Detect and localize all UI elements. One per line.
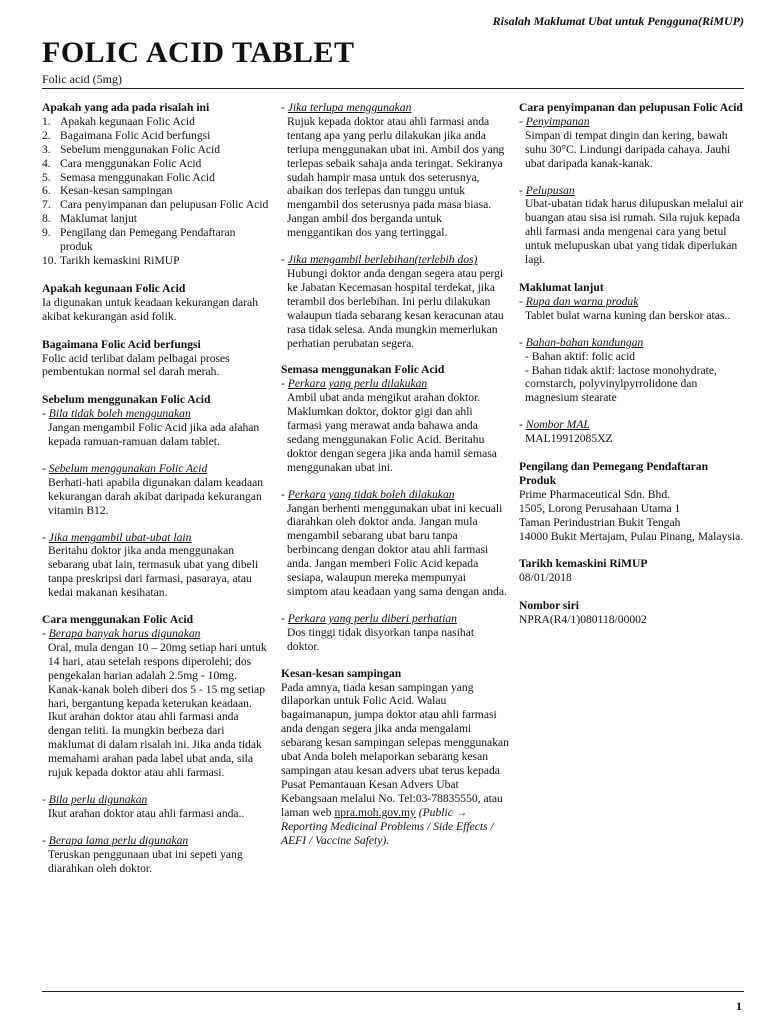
column-1 bbox=[42, 101, 270, 890]
toc-item: 10. Tarikh kemaskini RiMUP bbox=[42, 253, 180, 267]
section-heading: Nombor siri bbox=[519, 599, 580, 613]
how-to-use-section bbox=[42, 613, 270, 875]
function-section bbox=[42, 338, 270, 380]
subsection-text: Ambil ubat anda mengikut arahan doktor. Maklumkan doktor, doktor gigi dan ahli farmasi yang merawat anda bahawa anda sedang menggunakan Folic Acid. Beritahu doktor dengan segera jika anda hamil semasa menggunakan ubat ini. bbox=[287, 391, 497, 474]
section-heading: Kesan-kesan sampingan bbox=[281, 666, 402, 680]
update-date-section bbox=[519, 557, 747, 585]
subsection bbox=[281, 253, 509, 350]
toc-item: 8. Maklumat lanjut bbox=[42, 212, 137, 226]
section-text: Ia digunakan untuk keadaan kekurangan darah akibat kekurangan asid folik. bbox=[42, 295, 259, 323]
subsection-text: Jangan mengambil Folic Acid jika ada alahan kepada ramuan-ramuan dalam tablet. bbox=[48, 421, 260, 449]
page-number: 1 bbox=[736, 999, 742, 1013]
section-heading: Bagaimana Folic Acid berfungsi bbox=[42, 337, 201, 351]
before-use-section bbox=[42, 393, 270, 600]
subsection-text: Ikut arahan doktor atau ahli farmasi anda.. bbox=[48, 806, 245, 820]
subsection-heading: - Jika terlupa menggunakan bbox=[281, 101, 412, 114]
subsection-text: Oral, mula dengan 10 – 20mg setiap hari untuk 14 hari, atau setelah respons diperolehi; dos pengekalan harian adalah 2.5mg - 10mg. Kanak-kanak boleh diberi dos 5 - 15 mg setiap hari, bergantung kepada keterukan keadaan. Ikut arahan doktor atau ahli farmasi anda dengan teliti. Ia mungkin berbeza dari maklumat di dalam risalah ini. Jika anda tidak memahami arahan pada label ubat anda, sila rujuk kepada doktor atau ahli farmasi. bbox=[48, 640, 267, 780]
toc-item: 3. Sebelum menggunakan Folic Acid bbox=[42, 142, 221, 156]
npra-website-link[interactable]: npra.moh.gov.my bbox=[334, 805, 416, 819]
subsection-text: MAL19912085XZ bbox=[525, 432, 613, 446]
subsection-text: Dos tinggi tidak disyorkan tanpa nasihat doktor. bbox=[287, 625, 475, 653]
section-heading: Pengilang dan Pemegang Pendaftaran Produk bbox=[519, 460, 709, 487]
subsection-heading: - Jika mengambil ubat-ubat lain bbox=[42, 530, 192, 544]
subsection-text: Teruskan penggunaan ubat ini sepeti yang diarahkan oleh doktor. bbox=[48, 847, 243, 875]
subsection-heading: - Perkara yang perlu dilakukan bbox=[281, 377, 428, 391]
toc-section bbox=[42, 101, 270, 268]
subsection-text: - Bahan aktif: folic acid - Bahan tidak aktif: lactose monohydrate, cornstarch, polyvinylpyrrolidone dan magnesium stearate bbox=[525, 349, 717, 405]
subsection-heading: - Bila perlu digunakan bbox=[42, 792, 148, 806]
subsection bbox=[519, 295, 747, 323]
column-2 bbox=[281, 101, 509, 861]
section-heading: Cara menggunakan Folic Acid bbox=[42, 613, 194, 627]
section-text: Pada amnya, tiada kesan sampingan yang dilaporkan untuk Folic Acid. Walau bagaimanapun, jumpa doktor atau ahli farmasi anda dengan segera jika anda mengalami sebarang kesan sampingan selepas menggunakan ubat Anda boleh melaporkan sebarang kesan sampingan atau kesan advers ubat terus kepada Pusat Pemantauan Kesan Advers Ubat Kebangsaan melalui No. Tel:03-78835550, atau laman web npra.moh.gov.my (Public → Reporting Medicinal Problems / Side Effects / AEFI / Vaccine Safety). bbox=[281, 680, 509, 847]
subsection-heading: - Jika mengambil berlebihan(terlebih dos) bbox=[281, 253, 478, 267]
subsection-heading: - Perkara yang tidak boleh dilakukan bbox=[281, 487, 455, 501]
subsection bbox=[281, 377, 509, 474]
toc-item: 1. Apakah kegunaan Folic Acid bbox=[42, 114, 195, 128]
subsection-heading: - Rupa dan warna produk bbox=[519, 294, 639, 308]
storage-section bbox=[519, 101, 747, 267]
toc-list bbox=[42, 115, 270, 268]
page-title: FOLIC ACID TABLET bbox=[42, 36, 355, 69]
subsection-text: Simpan di tempat dingin dan kering, bawah suhu 30°C. Lindungi daripada cahaya. Jauhi ubat daripada kanak-kanak. bbox=[525, 128, 731, 170]
manufacturer-section bbox=[519, 460, 747, 543]
toc-title: Apakah yang ada pada risalah ini bbox=[42, 101, 210, 114]
section-heading: Cara penyimpanan dan pelupusan Folic Acid bbox=[519, 101, 743, 114]
toc-item: 6. Kesan-kesan sampingan bbox=[42, 184, 173, 198]
subsection-heading: - Berapa lama perlu digunakan bbox=[42, 833, 189, 847]
subsection-heading: - Berapa banyak harus digunakan bbox=[42, 627, 201, 640]
subsection-heading: - Pelupusan bbox=[519, 183, 575, 197]
subsection-text: Rujuk kepada doktor atau ahli farmasi anda tentang apa yang perlu dilakukan jika anda terlupa menggunakan ubat ini. Ambil dos yang terlepas sebaik sahaja anda teringat. Sekiranya sudah hampir masa untuk dos seterusnya, abaikan dos terlepas dan tunggu untuk mengambil dos seterusnya pada masa biasa. Jangan ambil dos berganda untuk menggantikan dos yang tertinggal. bbox=[287, 114, 505, 240]
page-subtitle: Folic acid (5mg) bbox=[42, 72, 122, 86]
subsection bbox=[281, 612, 509, 654]
subsection bbox=[281, 488, 509, 599]
subsection bbox=[42, 793, 270, 821]
subsection bbox=[281, 101, 509, 240]
update-date: 08/01/2018 bbox=[519, 571, 572, 585]
subsection bbox=[42, 834, 270, 876]
section-heading: Maklumat lanjut bbox=[519, 280, 604, 294]
subsection-text: Jangan berhenti menggunakan ubat ini kecuali diarahkan oleh doktor anda. Jangan mula mengambil sebarang ubat baru tanpa berbincang dengan doktor atau ahli farmasi anda. Jangan memberi Folic Acid kepada sesiapa, walaupun mereka mempunyai simptom atau keadaan yang sama dengan anda. bbox=[287, 501, 507, 598]
section-text: Folic acid terlibat dalam pelbagai proses pembentukan normal sel darah merah. bbox=[42, 351, 230, 379]
section-heading: Semasa menggunakan Folic Acid bbox=[281, 363, 445, 377]
subsection-text: Beritahu doktor jika anda menggunakan sebarang ubat lain, termasuk ubat yang dibeli tanpa preskripsi dari farmasi, pasaraya, atau kedai makanan kesihatan. bbox=[48, 544, 259, 600]
section-heading: Sebelum menggunakan Folic Acid bbox=[42, 393, 211, 407]
toc-item: 7. Cara penyimpanan dan pelupusan Folic Acid bbox=[42, 198, 269, 212]
section-heading: Apakah kegunaan Folic Acid bbox=[42, 281, 186, 295]
side-effects-section bbox=[281, 667, 509, 848]
subsection-text: Ubat-ubatan tidak harus dilupuskan melalui air buangan atau sisa isi rumah. Sila rujuk kepada ahli farmasi anda mengenai cara yang betul untuk melupuskan ubat yang tidak diperlukan lagi. bbox=[525, 197, 743, 267]
toc-item: 5. Semasa menggunakan Folic Acid bbox=[42, 170, 215, 184]
uses-section bbox=[42, 282, 270, 324]
subsection-text: Tablet bulat warna kuning dan berskor atas.. bbox=[525, 308, 731, 322]
subsection bbox=[519, 418, 747, 446]
subsection bbox=[42, 407, 270, 449]
subsection bbox=[42, 462, 270, 518]
subsection-heading: - Penyimpanan bbox=[519, 114, 590, 128]
during-use-section bbox=[281, 363, 509, 653]
subsection-heading: - Bahan-bahan kandungan bbox=[519, 335, 644, 349]
document-type-label: Risalah Maklumat Ubat untuk Pengguna(RiMUP) bbox=[492, 14, 744, 28]
subsection-heading: - Nombor MAL bbox=[519, 418, 590, 432]
subsection-heading: - Bila tidak boleh menggunakan bbox=[42, 407, 191, 421]
subsection-text: Hubungi doktor anda dengan segera atau pergi ke Jabatan Kecemasan hospital terdekat, jika terambil dos berlebihan. Ini perlu dilakukan walaupun tiada sebarang kesan keracunan atau rasa tidak selesa. Anda mungkin memerlukan perhatian perubatan segera. bbox=[287, 266, 504, 350]
subsection bbox=[519, 184, 747, 267]
subsection bbox=[519, 336, 747, 406]
subsection-heading: - Perkara yang perlu diberi perhatian bbox=[281, 611, 457, 625]
reporting-path: (Public → Reporting Medicinal Problems / Side Effects / AEFI / Vaccine Safety). bbox=[281, 805, 494, 847]
subsection-text: Berhati-hati apabila digunakan dalam keadaan kekurangan darah akibat daripada kekurangan vitamin B12. bbox=[48, 475, 264, 517]
header-divider bbox=[42, 88, 744, 89]
toc-item: 4. Cara menggunakan Folic Acid bbox=[42, 156, 202, 170]
subsection bbox=[519, 115, 747, 171]
section-heading: Tarikh kemaskini RiMUP bbox=[519, 557, 648, 571]
subsection bbox=[42, 627, 270, 780]
serial-section bbox=[519, 599, 747, 627]
footer-divider bbox=[42, 991, 744, 992]
subsection bbox=[42, 531, 270, 601]
toc-item: 2. Bagaimana Folic Acid berfungsi bbox=[42, 128, 211, 142]
column-3 bbox=[519, 101, 747, 641]
subsection-heading: - Sebelum menggunakan Folic Acid bbox=[42, 461, 208, 475]
serial-number: NPRA(R4/1)080118/00002 bbox=[519, 613, 647, 627]
more-info-section bbox=[519, 281, 747, 446]
manufacturer-address: Prime Pharmaceutical Sdn. Bhd. 1505, Lorong Perusahaan Utama 1 Taman Perindustrian Bukit Tengah 14000 Bukit Mertajam, Pulau Pinang, Malaysia. bbox=[519, 487, 744, 543]
toc-item: 9. Pengilang dan Pemegang Pendaftaran produk bbox=[42, 226, 236, 254]
